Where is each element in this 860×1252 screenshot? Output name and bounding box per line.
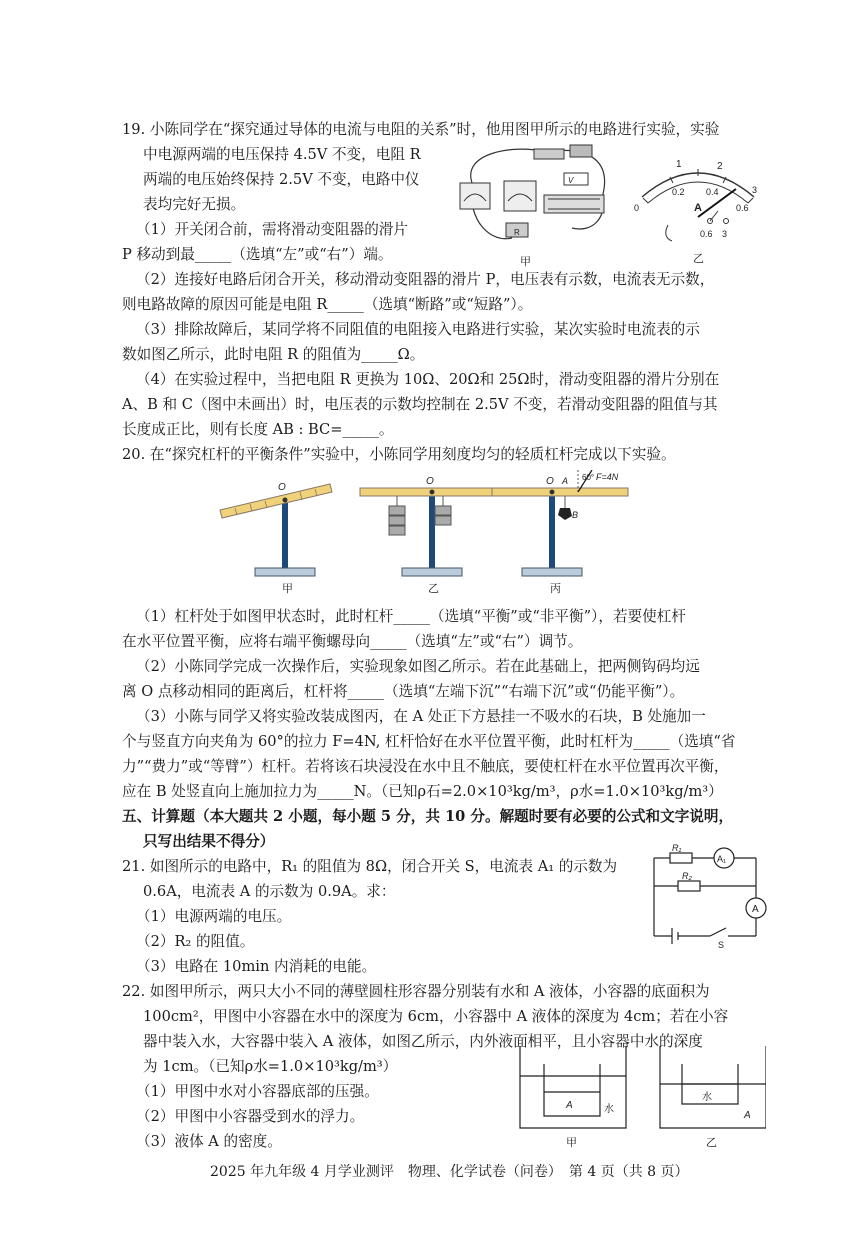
- q22-line-6: （2）甲图中小容器受到水的浮力。: [136, 1108, 365, 1125]
- q21-line-1: 21. 如图所示的电路中，R₁ 的阻值为 8Ω，闭合开关 S，电流表 A₁ 的示数为: [122, 858, 618, 875]
- q20-line-9: 应在 B 处竖直向上施加拉力为_____N。（已知ρ石=2.0×10³kg/m³，ρ水=1.0×10³kg/m³）: [122, 783, 723, 800]
- q22-figure-jia-label: 甲: [566, 1137, 577, 1149]
- meter-end-0: 0: [634, 203, 640, 213]
- q21-s-label: S: [718, 940, 725, 950]
- meter-end-3: 3: [752, 185, 758, 195]
- q19-line-7: （2）连接好电路后闭合开关，移动滑动变阻器的滑片 P，电压表有示数，电流表无示数，: [136, 271, 715, 288]
- lever-figure-yi-label: 乙: [428, 583, 439, 595]
- lever-figure-bing-label: 丙: [550, 583, 561, 595]
- q20-line-7: 个与竖直方向夹角为 60°的拉力 F=4N, 杠杆恰好在水平位置平衡，此时杠杆为_____（选填“省: [122, 733, 736, 750]
- q19-line-6: P 移动到最_____（选填“左”或“右”）端。: [122, 246, 393, 263]
- page-footer: 2025 年九年级 4 月学业测评 物理、化学试卷（问卷） 第 4 页（共 8 页）: [210, 1164, 689, 1180]
- q21-line-3: （1）电源两端的电压。: [136, 908, 292, 925]
- lever-yi-pivot: O: [426, 476, 434, 487]
- q20-line-8: 力”“费力”或“等臂”）杠杆。若将该石块浸没在水中且不触底，要使杠杆在水平位置再次平衡，: [122, 758, 729, 775]
- q19-line-9: （3）排除故障后，某同学将不同阻值的电阻接入电路进行实验，某次实验时电流表的示: [136, 321, 700, 338]
- q20-line-3: 在水平位置平衡，应将右端平衡螺母向_____（选填“左”或“右”）调节。: [122, 633, 583, 650]
- section-5-title-cont: 只写出结果不得分）: [143, 833, 275, 850]
- q21-r2-label: R₂: [682, 871, 692, 881]
- q21-a1-label: A₁: [717, 854, 727, 864]
- svg-text:V: V: [568, 176, 574, 185]
- section-5-title: 五、计算题（本大题共 2 小题，每小题 5 分，共 10 分。解题时要有必要的公式和文字说明，: [122, 808, 734, 825]
- q21-line-5: （3）电路在 10min 内消耗的电能。: [136, 958, 377, 975]
- q22-jia-inner-label: A: [566, 1100, 573, 1111]
- q22-line-7: （3）液体 A 的密度。: [136, 1133, 282, 1150]
- meter-terminal-06: 0.6: [700, 229, 713, 239]
- q19-ammeter-figure: [628, 155, 768, 245]
- q21-line-2: 0.6A，电流表 A 的示数为 0.9A。求：: [143, 883, 396, 900]
- meter-bottom-tick-1: 0.2: [672, 187, 685, 197]
- lever-bing-point-a: A: [562, 476, 569, 486]
- q22-line-5: （1）甲图中水对小容器底部的压强。: [136, 1083, 379, 1100]
- q19-figure-yi-label: 乙: [693, 253, 704, 265]
- q21-a-label: A: [752, 904, 759, 915]
- q19-line-1: 19. 小陈同学在“探究通过导体的电流与电阻的关系”时，他用图甲所示的电路进行实验，实验: [122, 121, 720, 138]
- q19-line-5: （1）开关闭合前，需将滑动变阻器的滑片: [136, 221, 408, 238]
- q22-yi-inner-label: 水: [702, 1092, 712, 1103]
- q21-r1-label: R₁: [672, 843, 682, 853]
- q19-line-12: A、B 和 C（图中未画出）时，电压表的示数均控制在 2.5V 不变，若滑动变阻器的阻值与其: [122, 396, 718, 413]
- svg-text:R: R: [514, 228, 520, 237]
- q20-line-1: 20. 在“探究杠杆的平衡条件”实验中，小陈同学用刻度均匀的轻质杠杆完成以下实验。: [122, 446, 676, 463]
- q22-line-1: 22. 如图甲所示，两只大小不同的薄壁圆柱形容器分别装有水和 A 液体，小容器的底面积为: [122, 983, 710, 1000]
- q19-line-10: 数如图乙所示，此时电阻 R 的阻值为_____Ω。: [122, 346, 425, 363]
- q19-line-13: 长度成正比，则有长度 AB : BC=_____。: [122, 421, 394, 438]
- q20-line-5: 离 O 点移动相同的距离后，杠杆将_____（选填“左端下沉”“右端下沉”或“仍能平衡”）。: [122, 683, 685, 700]
- q19-line-4: 表均完好无损。: [143, 196, 246, 213]
- meter-bottom-tick-2: 0.4: [706, 187, 719, 197]
- q22-line-3: 器中装入水，大容器中装入 A 液体，如图乙所示，内外液面相平，且小容器中水的深度: [143, 1033, 703, 1050]
- q19-line-11: （4）在实验过程中，当把电阻 R 更换为 10Ω、20Ω和 25Ω时，滑动变阻器的滑片分别在: [136, 371, 720, 388]
- q20-line-4: （2）小陈同学完成一次操作后，实验现象如图乙所示。若在此基础上，把两侧钩码均远: [136, 658, 700, 675]
- q21-circuit-diagram: [648, 840, 778, 950]
- lever-bing-pivot: O: [546, 476, 554, 487]
- q19-line-3: 两端的电压始终保持 2.5V 不变，电路中仪: [143, 171, 420, 188]
- q22-jia-outer-label: 水: [604, 1104, 614, 1115]
- meter-end-06: 0.6: [736, 203, 749, 213]
- q19-line-2: 中电源两端的电压保持 4.5V 不变，电阻 R: [143, 146, 421, 163]
- lever-bing-force: F=4N: [596, 472, 619, 482]
- lever-bing-angle: 60°: [582, 473, 595, 482]
- q21-line-4: （2）R₂ 的阻值。: [136, 933, 255, 950]
- q22-figure-yi-label: 乙: [706, 1137, 717, 1149]
- lever-bing-point-b: B: [572, 510, 579, 520]
- q22-container-figure: [516, 1042, 766, 1132]
- q20-line-2: （1）杠杆处于如图甲状态时，此时杠杆_____（选填“平衡”或“非平衡”），若要使杠杆: [136, 608, 686, 625]
- q22-yi-outer-label: A: [744, 1110, 751, 1121]
- q19-figure-jia-label: 甲: [520, 256, 531, 268]
- lever-figure-jia-label: 甲: [282, 583, 293, 595]
- meter-unit: A: [694, 202, 702, 214]
- meter-top-tick-2: 2: [717, 161, 723, 172]
- q20-line-6: （3）小陈与同学又将实验改装成图丙，在 A 处正下方悬挂一不吸水的石块，B 处施加一: [136, 708, 706, 725]
- q22-line-2: 100cm²，甲图中小容器在水中的深度为 6cm，小容器中 A 液体的深度为 4cm；若在小容: [143, 1008, 729, 1025]
- q20-lever-figure: [200, 470, 720, 580]
- meter-top-tick-1: 1: [676, 159, 682, 170]
- meter-terminal-3: 3: [722, 229, 728, 239]
- lever-jia-pivot: O: [278, 482, 286, 493]
- q19-line-8: 则电路故障的原因可能是电阻 R_____（选填“断路”或“短路”）。: [122, 296, 533, 313]
- q19-circuit-figure: [452, 143, 622, 253]
- q22-line-4: 为 1cm。（已知ρ水=1.0×10³kg/m³）: [143, 1058, 398, 1075]
